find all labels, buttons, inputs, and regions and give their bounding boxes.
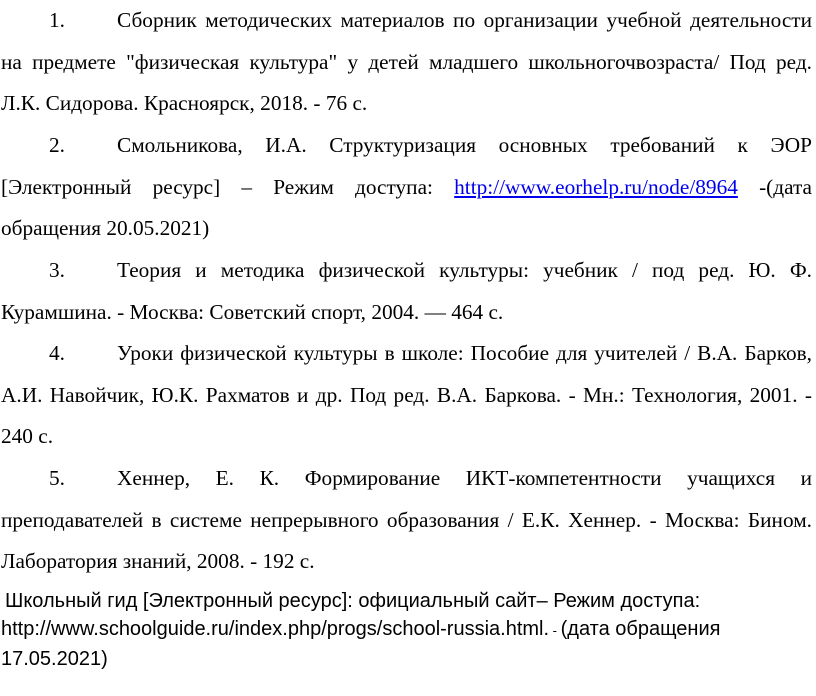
reference-number: 2.	[49, 133, 65, 157]
reference-text: Смольникова, И.А. Структуризация основных требований к ЭОР [Электронный ресурс] – Режим доступа:	[1, 133, 812, 199]
reference-item-5	[1, 458, 812, 583]
reference-item-4	[1, 333, 812, 458]
reference-text: Хеннер, Е. К. Формирование ИКТ-компетентности учащихся и преподавателей в системе непрерывного образования / Е.К. Хеннер. - Москва: Бином. Лаборатория знаний, 2008. - 192 с.	[1, 466, 812, 574]
reference-item-6	[1, 587, 812, 673]
reference-text: Теория и методика физической культуры: учебник / под ред. Ю. Ф. Курамшина. - Москва: Советский спорт, 2004. — 464 с.	[1, 258, 812, 324]
reference-link[interactable]: http://www.eorhelp.ru/node/8964	[454, 174, 738, 199]
reference-number: 3.	[49, 258, 65, 282]
reference-6-date: 17.05.2021)	[1, 648, 108, 670]
reference-6-url: http://www.schoolguide.ru/index.php/progs/school-russia.html.	[1, 618, 550, 640]
reference-number: 4.	[49, 341, 65, 365]
reference-text: Уроки физической культуры в школе: Пособие для учителей / В.А. Барков, А.И. Навойчик, Ю.К. Рахматов и др. Под ред. В.А. Баркова. - Мн.: Технология, 2001. - 240 с.	[1, 341, 812, 449]
reference-text: Сборник методических материалов по организации учебной деятельности на предмете "физическая культура" у детей младшего школьногочвозраста/ Под ред. Л.К. Сидорова. Красноярск, 2018. - 76 с.	[1, 8, 812, 116]
reference-6-title: Школьный гид [Электронный ресурс]: официальный сайт– Режим доступа:	[5, 590, 701, 612]
reference-item-3	[1, 250, 812, 333]
reference-6-access: (дата обращения	[560, 618, 721, 640]
reference-6-dash: -	[549, 623, 561, 638]
reference-6-url-line	[1, 615, 812, 645]
reference-item-1	[1, 0, 812, 125]
reference-item-2	[1, 125, 812, 250]
reference-text-tail: -(дата обращения 20.05.2021)	[1, 174, 813, 241]
reference-number: 5.	[49, 466, 65, 490]
reference-number: 1.	[49, 8, 65, 32]
